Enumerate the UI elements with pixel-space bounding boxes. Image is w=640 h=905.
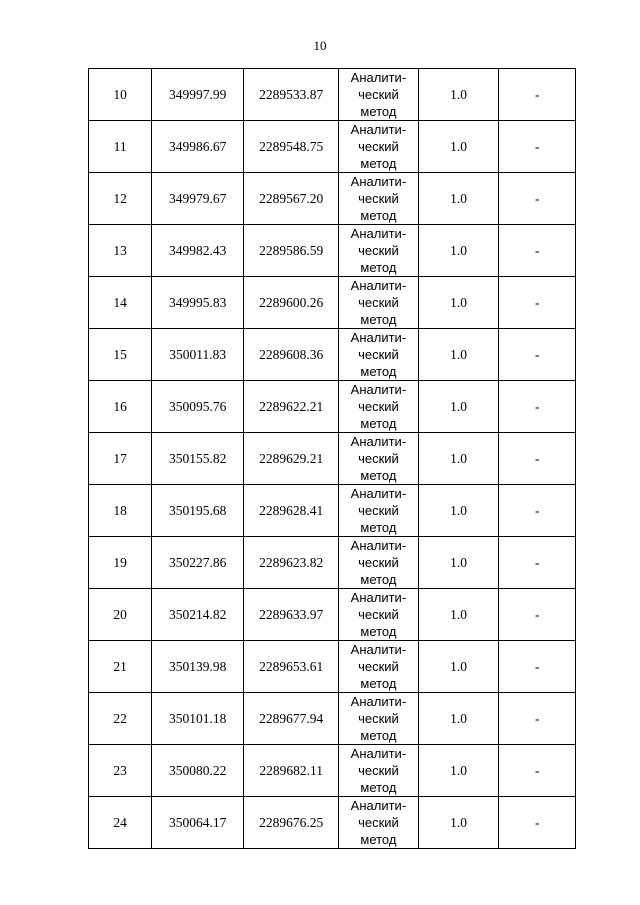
accuracy-cell: 1.0 (418, 693, 499, 745)
method-line: ческий (358, 555, 399, 570)
point-number-cell: 17 (89, 433, 152, 485)
x-coordinate-cell: 350095.76 (152, 381, 244, 433)
y-coordinate-cell: 2289567.20 (244, 173, 339, 225)
method-line: метод (360, 364, 397, 379)
accuracy-cell: 1.0 (418, 537, 499, 589)
table-row (89, 641, 576, 693)
method-cell (339, 381, 419, 433)
table-row (89, 225, 576, 277)
x-coordinate-cell: 349986.67 (152, 121, 244, 173)
method-line: Аналити- (350, 486, 407, 501)
point-number-cell: 19 (89, 537, 152, 589)
method-cell (339, 641, 419, 693)
note-cell: - (499, 69, 576, 121)
method-line: метод (360, 676, 397, 691)
accuracy-cell: 1.0 (418, 433, 499, 485)
x-coordinate-cell: 349997.99 (152, 69, 244, 121)
method-cell (339, 589, 419, 641)
method-line: ческий (358, 399, 399, 414)
x-coordinate-cell: 350139.98 (152, 641, 244, 693)
method-line: ческий (358, 659, 399, 674)
note-cell: - (499, 485, 576, 537)
x-coordinate-cell: 349995.83 (152, 277, 244, 329)
y-coordinate-cell: 2289676.25 (244, 797, 339, 849)
accuracy-cell: 1.0 (418, 225, 499, 277)
point-number-cell: 20 (89, 589, 152, 641)
method-line: метод (360, 416, 397, 431)
y-coordinate-cell: 2289548.75 (244, 121, 339, 173)
y-coordinate-cell: 2289633.97 (244, 589, 339, 641)
y-coordinate-cell: 2289628.41 (244, 485, 339, 537)
accuracy-cell: 1.0 (418, 485, 499, 537)
y-coordinate-cell: 2289600.26 (244, 277, 339, 329)
table-row (89, 121, 576, 173)
method-cell (339, 797, 419, 849)
accuracy-cell: 1.0 (418, 641, 499, 693)
method-line: Аналити- (350, 70, 407, 85)
method-cell (339, 277, 419, 329)
method-line: ческий (358, 243, 399, 258)
coordinates-table-body (89, 69, 576, 849)
method-cell (339, 69, 419, 121)
method-line: ческий (358, 139, 399, 154)
x-coordinate-cell: 350195.68 (152, 485, 244, 537)
accuracy-cell: 1.0 (418, 381, 499, 433)
table-row (89, 173, 576, 225)
method-cell (339, 745, 419, 797)
point-number-cell: 14 (89, 277, 152, 329)
method-line: Аналити- (350, 174, 407, 189)
point-number-cell: 11 (89, 121, 152, 173)
table-row (89, 693, 576, 745)
accuracy-cell: 1.0 (418, 69, 499, 121)
x-coordinate-cell: 349979.67 (152, 173, 244, 225)
method-line: Аналити- (350, 642, 407, 657)
method-line: метод (360, 624, 397, 639)
method-cell (339, 433, 419, 485)
note-cell: - (499, 433, 576, 485)
point-number-cell: 15 (89, 329, 152, 381)
x-coordinate-cell: 350214.82 (152, 589, 244, 641)
y-coordinate-cell: 2289533.87 (244, 69, 339, 121)
x-coordinate-cell: 350101.18 (152, 693, 244, 745)
method-line: ческий (358, 347, 399, 362)
method-line: Аналити- (350, 538, 407, 553)
y-coordinate-cell: 2289677.94 (244, 693, 339, 745)
method-line: ческий (358, 451, 399, 466)
y-coordinate-cell: 2289586.59 (244, 225, 339, 277)
method-cell (339, 329, 419, 381)
note-cell: - (499, 641, 576, 693)
point-number-cell: 21 (89, 641, 152, 693)
method-line: метод (360, 780, 397, 795)
point-number-cell: 23 (89, 745, 152, 797)
method-line: Аналити- (350, 226, 407, 241)
point-number-cell: 18 (89, 485, 152, 537)
x-coordinate-cell: 350011.83 (152, 329, 244, 381)
y-coordinate-cell: 2289629.21 (244, 433, 339, 485)
accuracy-cell: 1.0 (418, 121, 499, 173)
method-line: метод (360, 468, 397, 483)
accuracy-cell: 1.0 (418, 329, 499, 381)
note-cell: - (499, 329, 576, 381)
method-line: метод (360, 260, 397, 275)
method-line: Аналити- (350, 746, 407, 761)
method-line: ческий (358, 503, 399, 518)
note-cell: - (499, 381, 576, 433)
method-cell (339, 121, 419, 173)
note-cell: - (499, 537, 576, 589)
table-row (89, 797, 576, 849)
accuracy-cell: 1.0 (418, 589, 499, 641)
accuracy-cell: 1.0 (418, 277, 499, 329)
table-row (89, 485, 576, 537)
note-cell: - (499, 745, 576, 797)
point-number-cell: 10 (89, 69, 152, 121)
method-line: метод (360, 156, 397, 171)
method-line: Аналити- (350, 330, 407, 345)
method-line: Аналити- (350, 278, 407, 293)
y-coordinate-cell: 2289682.11 (244, 745, 339, 797)
method-line: Аналити- (350, 694, 407, 709)
table-row (89, 589, 576, 641)
method-line: метод (360, 572, 397, 587)
method-line: метод (360, 104, 397, 119)
table-row (89, 433, 576, 485)
method-cell (339, 225, 419, 277)
point-number-cell: 22 (89, 693, 152, 745)
method-line: Аналити- (350, 434, 407, 449)
method-line: ческий (358, 763, 399, 778)
method-line: ческий (358, 607, 399, 622)
x-coordinate-cell: 350227.86 (152, 537, 244, 589)
method-line: ческий (358, 87, 399, 102)
method-line: метод (360, 520, 397, 535)
page-number: 10 (313, 38, 327, 53)
method-cell (339, 537, 419, 589)
method-line: метод (360, 312, 397, 327)
accuracy-cell: 1.0 (418, 797, 499, 849)
method-line: ческий (358, 191, 399, 206)
coordinates-table (88, 68, 576, 849)
method-line: метод (360, 832, 397, 847)
x-coordinate-cell: 350080.22 (152, 745, 244, 797)
note-cell: - (499, 693, 576, 745)
y-coordinate-cell: 2289608.36 (244, 329, 339, 381)
method-cell (339, 693, 419, 745)
point-number-cell: 16 (89, 381, 152, 433)
point-number-cell: 12 (89, 173, 152, 225)
table-row (89, 329, 576, 381)
table-row (89, 745, 576, 797)
method-cell (339, 485, 419, 537)
method-line: ческий (358, 815, 399, 830)
accuracy-cell: 1.0 (418, 173, 499, 225)
table-row (89, 69, 576, 121)
x-coordinate-cell: 350064.17 (152, 797, 244, 849)
table-row (89, 277, 576, 329)
method-cell (339, 173, 419, 225)
table-row (89, 537, 576, 589)
y-coordinate-cell: 2289622.21 (244, 381, 339, 433)
table-row (89, 381, 576, 433)
note-cell: - (499, 277, 576, 329)
method-line: метод (360, 728, 397, 743)
point-number-cell: 13 (89, 225, 152, 277)
method-line: ческий (358, 295, 399, 310)
method-line: Аналити- (350, 798, 407, 813)
method-line: Аналити- (350, 382, 407, 397)
note-cell: - (499, 173, 576, 225)
note-cell: - (499, 589, 576, 641)
note-cell: - (499, 225, 576, 277)
y-coordinate-cell: 2289653.61 (244, 641, 339, 693)
point-number-cell: 24 (89, 797, 152, 849)
method-line: метод (360, 208, 397, 223)
x-coordinate-cell: 350155.82 (152, 433, 244, 485)
note-cell: - (499, 797, 576, 849)
method-line: Аналити- (350, 590, 407, 605)
y-coordinate-cell: 2289623.82 (244, 537, 339, 589)
x-coordinate-cell: 349982.43 (152, 225, 244, 277)
accuracy-cell: 1.0 (418, 745, 499, 797)
method-line: Аналити- (350, 122, 407, 137)
method-line: ческий (358, 711, 399, 726)
note-cell: - (499, 121, 576, 173)
